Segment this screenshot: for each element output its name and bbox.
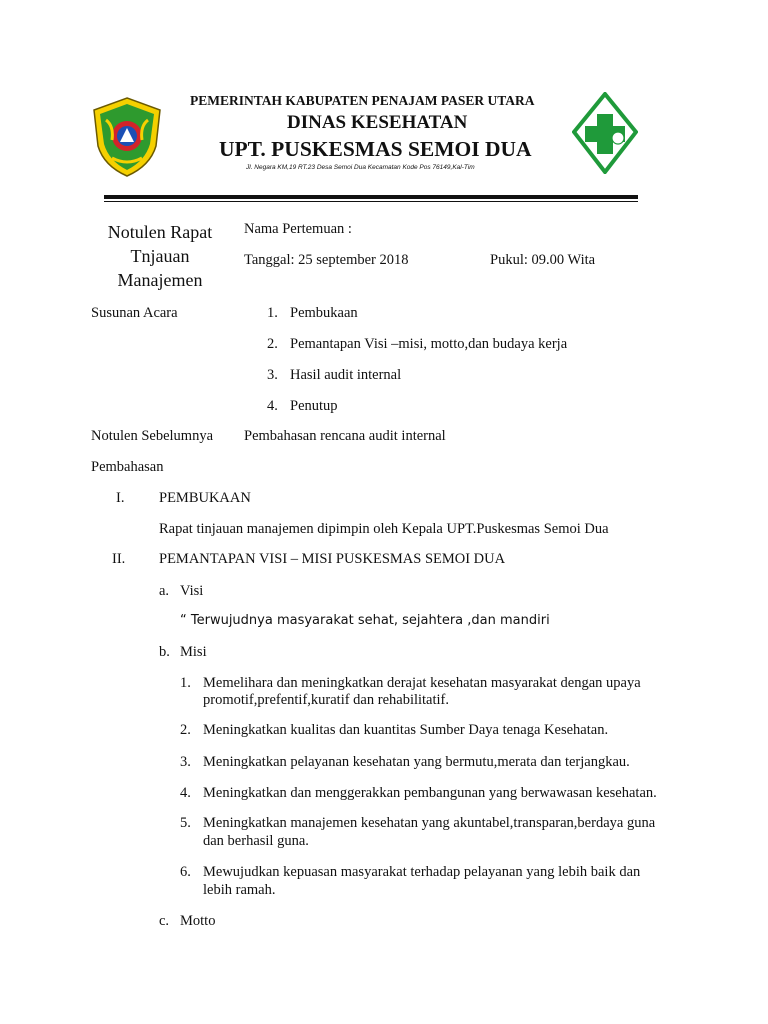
government-line: PEMERINTAH KABUPATEN PENAJAM PASER UTARA xyxy=(190,93,535,108)
department-line: DINAS KESEHATAN xyxy=(287,112,468,133)
agenda-item-num: 3. xyxy=(267,367,278,383)
section-title: PEMANTAPAN VISI – MISI PUSKESMAS SEMOI DUA xyxy=(159,551,506,567)
puskesmas-logo-icon xyxy=(572,92,638,174)
mission-item-text: dan berhasil guna. xyxy=(203,833,309,849)
vision-text: “ Terwujudnya masyarakat sehat, sejahtera ,dan mandiri xyxy=(180,613,550,628)
section-number: I. xyxy=(116,490,125,506)
mission-item-text: Meningkatkan manajemen kesehatan yang akuntabel,transparan,berdaya guna xyxy=(203,815,656,831)
mission-label: Misi xyxy=(180,644,207,660)
mission-item-num: 6. xyxy=(180,864,191,880)
motto-label: Motto xyxy=(180,913,216,929)
agenda-item-text: Penutup xyxy=(290,398,338,414)
vision-label: Visi xyxy=(180,583,204,599)
subsection-letter: c. xyxy=(159,913,170,929)
mission-item-text: Memelihara dan meningkatkan derajat kesehatan masyarakat dengan upaya xyxy=(203,675,641,691)
unit-name: UPT. PUSKESMAS SEMOI DUA xyxy=(219,137,532,161)
mission-item-num: 2. xyxy=(180,722,191,738)
agenda-item-text: Pemantapan Visi –misi, motto,dan budaya kerja xyxy=(290,336,568,352)
mission-item-text: Meningkatkan kualitas dan kuantitas Sumber Daya tenaga Kesehatan. xyxy=(203,722,609,738)
previous-minutes-value: Pembahasan rencana audit internal xyxy=(244,428,446,444)
agenda-item-num: 2. xyxy=(267,336,278,352)
agenda-item-num: 1. xyxy=(267,305,278,321)
mission-item-text: Meningkatkan pelayanan kesehatan yang bermutu,merata dan terjangkau. xyxy=(203,754,630,770)
agenda-label: Susunan Acara xyxy=(91,305,178,321)
header-divider xyxy=(104,195,638,199)
mission-item-num: 1. xyxy=(180,675,191,691)
mission-item-text: Meningkatkan dan menggerakkan pembangunan yang berwawasan kesehatan. xyxy=(203,785,657,801)
mission-item-text: lebih ramah. xyxy=(203,882,276,898)
meeting-date: Tanggal: 25 september 2018 xyxy=(244,252,409,268)
agenda-item-num: 4. xyxy=(267,398,278,414)
mission-item-num: 5. xyxy=(180,815,191,831)
meeting-time: Pukul: 09.00 Wita xyxy=(490,252,596,268)
opening-text: Rapat tinjauan manajemen dipimpin oleh Kepala UPT.Puskesmas Semoi Dua xyxy=(159,521,609,537)
address-line: Jl. Negara KM,19 RT.23 Desa Semoi Dua Kecamatan Kode Pos 76149,Kal-Tim xyxy=(246,164,475,171)
section-title: PEMBUKAAN xyxy=(159,490,251,506)
mission-item-num: 3. xyxy=(180,754,191,770)
discussion-label: Pembahasan xyxy=(91,459,164,475)
header-divider-thin xyxy=(104,201,638,202)
subsection-letter: b. xyxy=(159,644,170,660)
meeting-name-label: Nama Pertemuan : xyxy=(244,221,352,237)
mission-item-text: Mewujudkan kepuasan masyarakat terhadap pelayanan yang lebih baik dan xyxy=(203,864,641,880)
mission-item-num: 4. xyxy=(180,785,191,801)
regency-emblem-icon xyxy=(90,96,164,178)
document-title: Notulen Rapat Tnjauan Manajemen xyxy=(107,222,213,290)
agenda-item-text: Hasil audit internal xyxy=(290,367,402,383)
mission-item-text: promotif,prefentif,kuratif dan rehabilitatif. xyxy=(203,692,450,708)
previous-minutes-label: Notulen Sebelumnya xyxy=(91,428,214,444)
subsection-letter: a. xyxy=(159,583,170,599)
section-number: II. xyxy=(112,551,126,567)
agenda-item-text: Pembukaan xyxy=(290,305,358,321)
